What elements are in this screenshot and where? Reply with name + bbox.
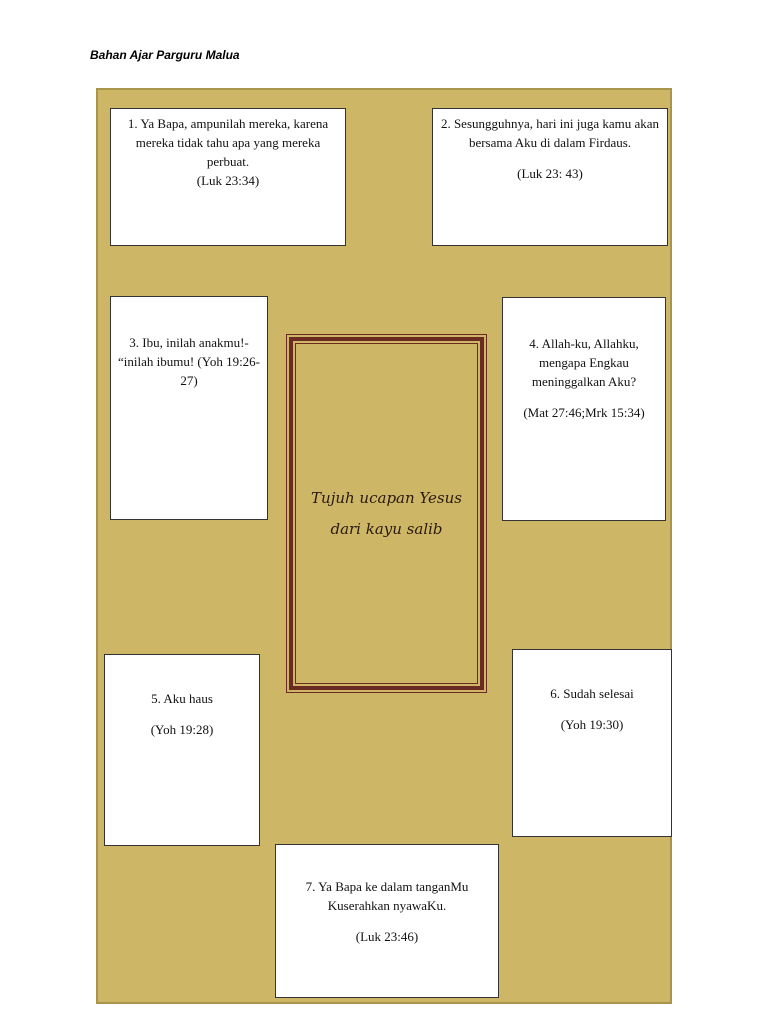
center-title-line-2: dari kayu salib [330, 519, 443, 538]
saying-reference: (Luk 23:34) [196, 173, 260, 188]
center-title-border [289, 337, 484, 690]
saying-text: 4. Allah-ku, Allahku, mengapa Engkau meninggalkan Aku? [529, 336, 639, 389]
document-header: Bahan Ajar Parguru Malua [90, 48, 240, 62]
saying-reference: (Luk 23: 43) [517, 166, 583, 181]
saying-text: 1. Ya Bapa, ampunilah mereka, karena mereka tidak tahu apa yang mereka perbuat. [127, 116, 329, 169]
center-title-frame [286, 334, 487, 693]
saying-card-3 [110, 296, 268, 520]
saying-reference: (Mat 27:46;Mrk 15:34) [523, 405, 645, 420]
saying-text: 3. Ibu, inilah anakmu!- “inilah ibumu! (Yoh 19:26-27) [117, 335, 261, 388]
saying-card-6 [512, 649, 672, 837]
saying-card-7 [275, 844, 499, 998]
saying-card-2 [432, 108, 668, 246]
saying-reference: (Yoh 19:28) [150, 722, 214, 737]
center-title [307, 483, 467, 545]
saying-card-1 [110, 108, 346, 246]
saying-board [96, 88, 672, 1004]
saying-text: 5. Aku haus [151, 691, 213, 706]
saying-card-4 [502, 297, 666, 521]
center-title-line-1: Tujuh ucapan Yesus [311, 488, 462, 507]
saying-card-5 [104, 654, 260, 846]
saying-text: 7. Ya Bapa ke dalam tanganMu Kuserahkan nyawaKu. [305, 879, 469, 913]
saying-text: 6. Sudah selesai [550, 686, 634, 701]
saying-text: 2. Sesungguhnya, hari ini juga kamu akan bersama Aku di dalam Firdaus. [440, 116, 660, 150]
saying-reference: (Yoh 19:30) [560, 717, 624, 732]
saying-reference: (Luk 23:46) [355, 929, 419, 944]
